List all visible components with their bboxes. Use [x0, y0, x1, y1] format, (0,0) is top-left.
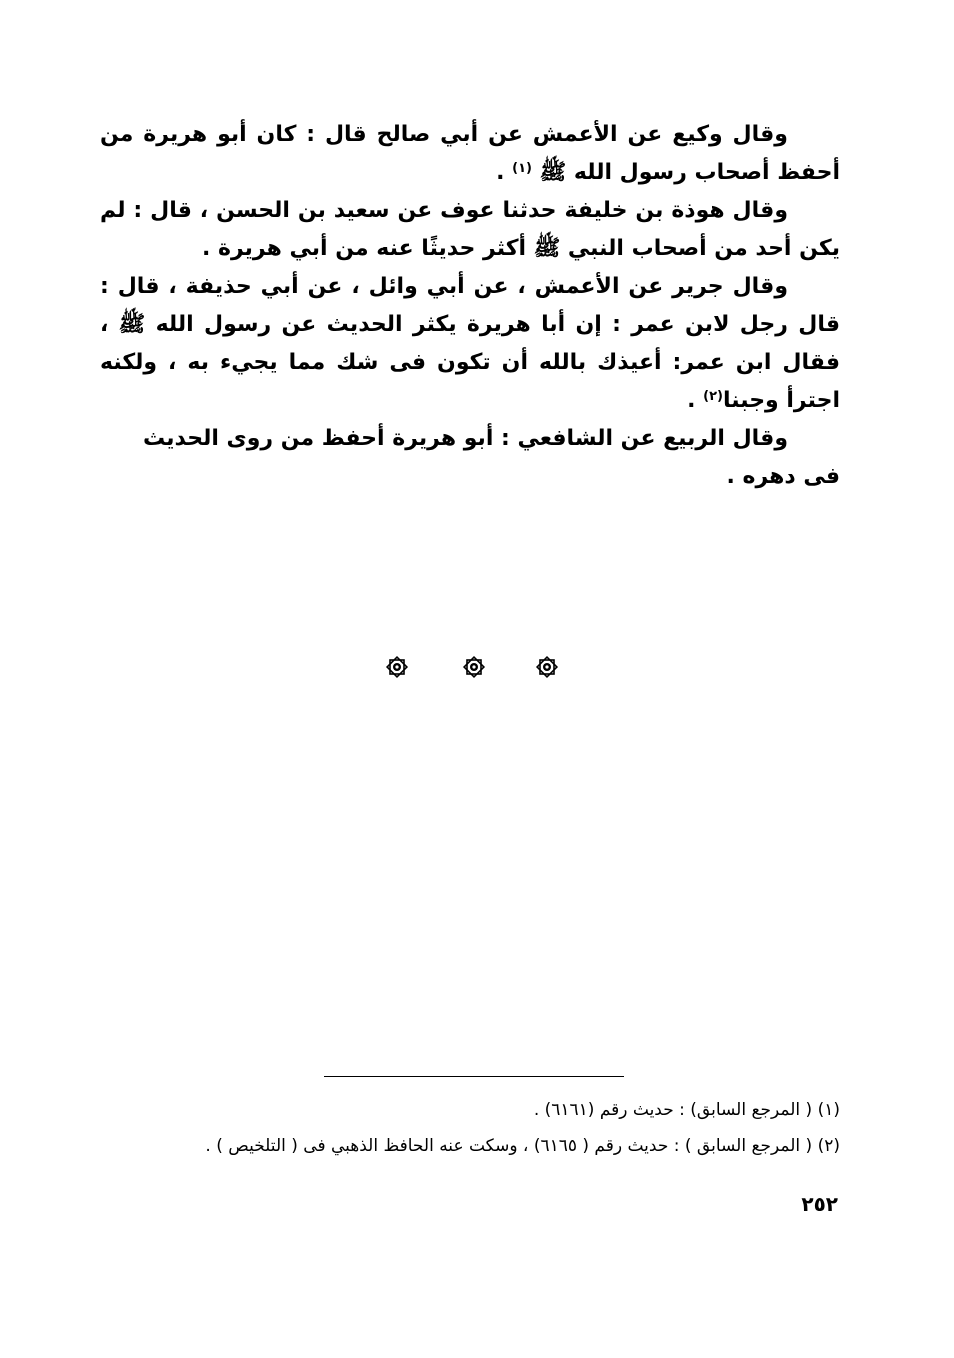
paragraph-3-text: وقال جرير عن الأعمش ، عن أبي وائل ، عن أبي حذيفة ، قال : قال رجل لابن عمر : إن أبا هريرة يكثر الحديث عن رسول الله ﷺ ، فقال ابن عمر: أعيذك بالله أن تكون فى شك مما يجيء به ، ولكنه اجترأ وجبنا	[100, 274, 840, 413]
footnote-2: (٢) ( المرجع السابق ) : حديث رقم ( ٦١٦٥) ، وسكت عنه الحافظ الذهبي فى ( التلخيص ) .	[205, 1136, 840, 1156]
paragraph-1-text: وقال وكيع عن الأعمش عن أبي صالح قال : كان أبو هريرة من أحفظ أصحاب رسول الله ﷺ	[100, 122, 840, 185]
paragraph-3	[100, 268, 840, 420]
footnote-1: (١) ( المرجع السابق) : حديث رقم (٦١٦١) .	[533, 1100, 840, 1120]
paragraph-4-text: وقال الربيع عن الشافعي : أبو هريرة أحفظ من روى الحديث فى دهره .	[142, 426, 840, 489]
paragraph-1-tail: .	[496, 160, 513, 185]
page-number: ٢٥٢	[801, 1192, 838, 1216]
footnote-separator	[324, 1076, 624, 1077]
paragraph-2	[100, 192, 840, 268]
star-flower-icon	[461, 654, 487, 680]
paragraph-3-tail: .	[687, 388, 704, 413]
star-flower-icon	[534, 654, 560, 680]
section-divider-ornaments	[384, 654, 564, 684]
footnote-ref-2: (٢)	[703, 389, 723, 404]
paragraph-2-text: وقال هوذة بن خليفة حدثنا عوف عن سعيد بن الحسن ، قال : لم يكن أحد من أصحاب النبي ﷺ أكثر حديثًا عنه من أبي هريرة .	[100, 198, 840, 261]
paragraph-1	[100, 116, 840, 192]
paragraph-4	[100, 420, 840, 496]
star-flower-icon	[384, 654, 410, 680]
main-text	[100, 116, 840, 496]
footnotes	[120, 1092, 840, 1164]
footnote-ref-1: (١)	[512, 161, 532, 176]
